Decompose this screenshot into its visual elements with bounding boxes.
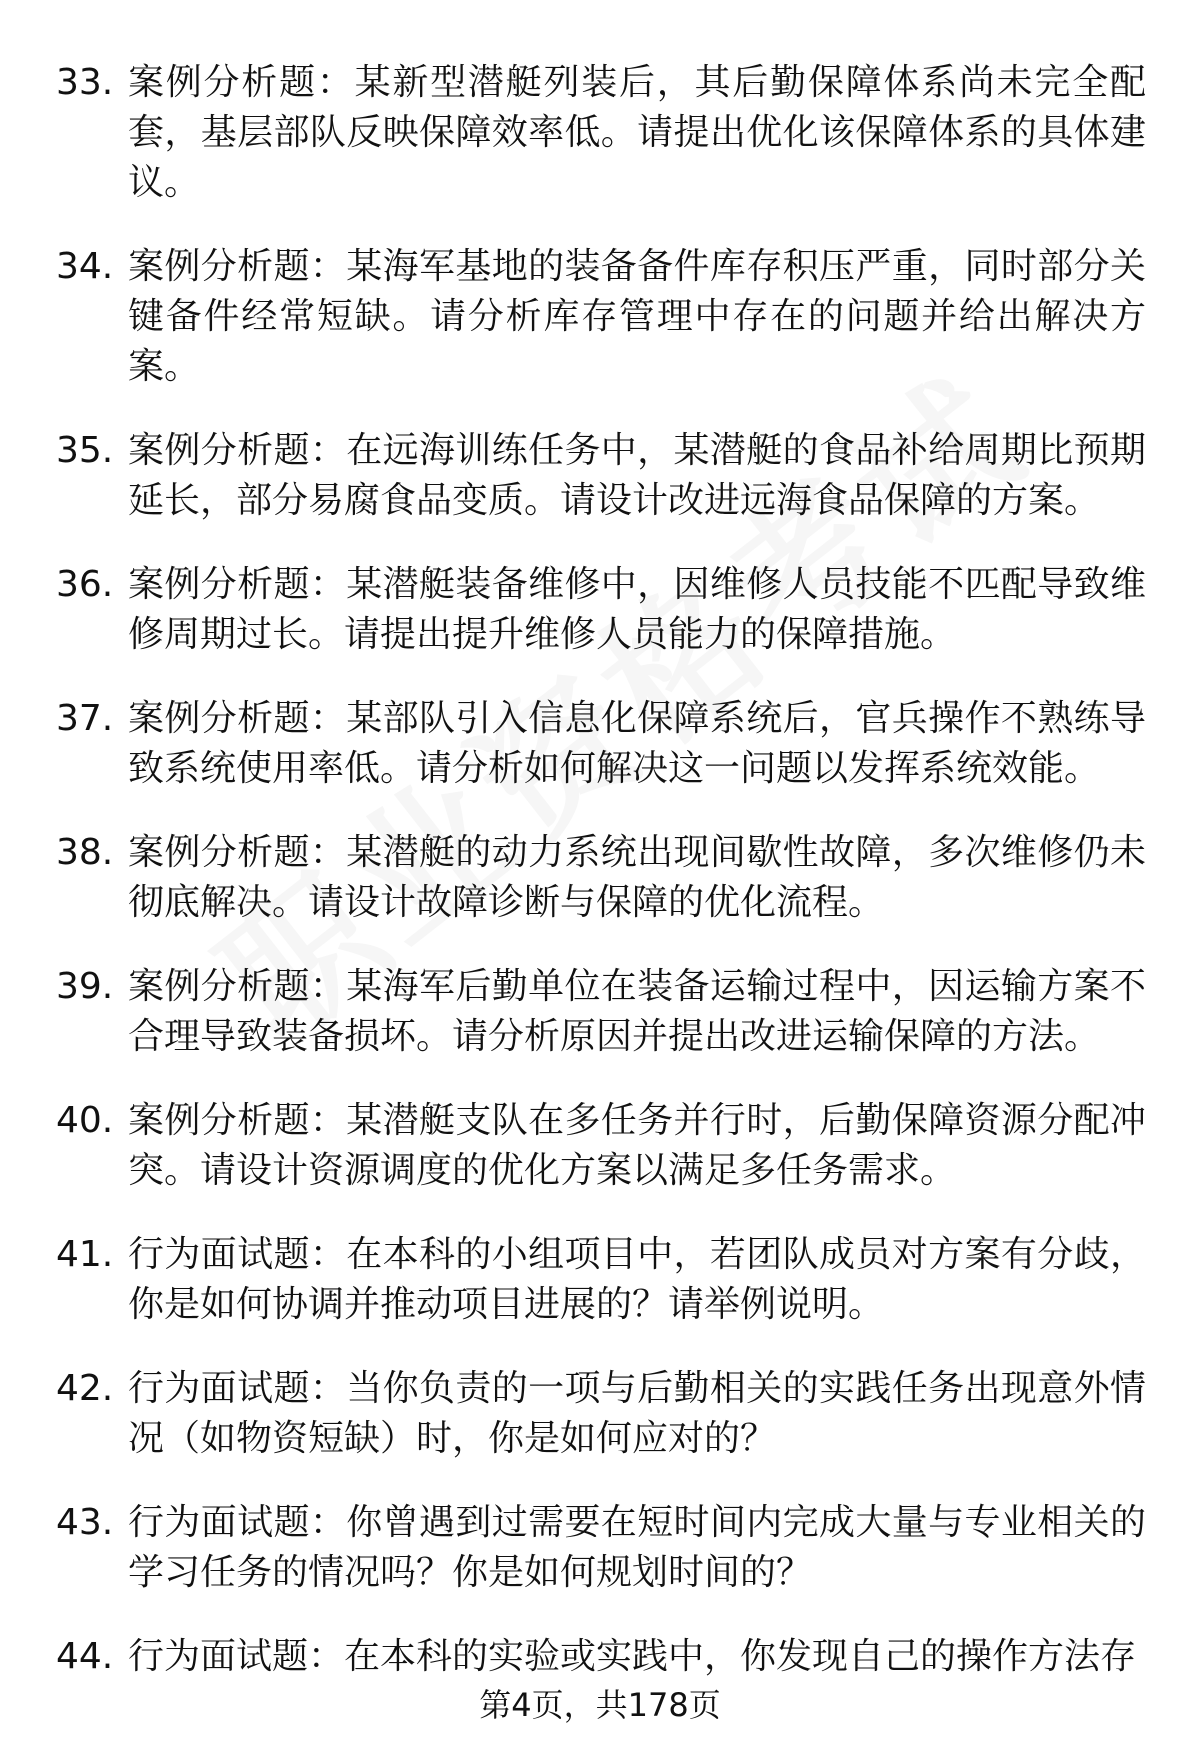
question-item [56, 1364, 1146, 1464]
question-item [56, 560, 1146, 660]
question-text: 行为面试题：当你负责的一项与后勤相关的实践任务出现意外情况（如物资短缺）时，你是如何应对的？ [128, 1368, 1146, 1459]
question-number: 35. [56, 430, 114, 471]
question-item [56, 58, 1146, 208]
question-text: 行为面试题：在本科的小组项目中，若团队成员对方案有分歧，你是如何协调并推动项目进展的？请举例说明。 [128, 1234, 1146, 1325]
question-text: 案例分析题：某部队引入信息化保障系统后，官兵操作不熟练导致系统使用率低。请分析如何解决这一问题以发挥系统效能。 [128, 698, 1146, 789]
question-item [56, 962, 1146, 1062]
question-number: 40. [56, 1100, 114, 1141]
question-text: 案例分析题：某潜艇的动力系统出现间歇性故障，多次维修仍未彻底解决。请设计故障诊断与保障的优化流程。 [128, 832, 1146, 923]
question-item [56, 694, 1146, 794]
question-item [56, 242, 1146, 392]
question-text: 案例分析题：某潜艇装备维修中，因维修人员技能不匹配导致维修周期过长。请提出提升维修人员能力的保障措施。 [128, 564, 1146, 655]
question-number: 37. [56, 698, 114, 739]
question-number: 34. [56, 246, 114, 287]
question-text: 案例分析题：在远海训练任务中，某潜艇的食品补给周期比预期延长，部分易腐食品变质。请设计改进远海食品保障的方案。 [128, 430, 1146, 521]
question-text: 案例分析题：某海军基地的装备备件库存积压严重，同时部分关键备件经常短缺。请分析库存管理中存在的问题并给出解决方案。 [128, 246, 1146, 387]
question-number: 41. [56, 1234, 114, 1275]
question-number: 33. [56, 62, 114, 103]
question-item [56, 1096, 1146, 1196]
question-text: 案例分析题：某海军后勤单位在装备运输过程中，因运输方案不合理导致装备损坏。请分析原因并提出改进运输保障的方法。 [128, 966, 1146, 1057]
question-text: 案例分析题：某潜艇支队在多任务并行时，后勤保障资源分配冲突。请设计资源调度的优化方案以满足多任务需求。 [128, 1100, 1146, 1191]
question-number: 38. [56, 832, 114, 873]
question-number: 39. [56, 966, 114, 1007]
page-footer: 第4页，共178页 [479, 1686, 721, 1724]
question-text: 行为面试题：在本科的实验或实践中，你发现自己的操作方法存 [128, 1636, 1137, 1677]
question-number: 43. [56, 1502, 114, 1543]
question-text: 案例分析题：某新型潜艇列装后，其后勤保障体系尚未完全配套，基层部队反映保障效率低。请提出优化该保障体系的具体建议。 [128, 62, 1146, 203]
question-number: 44. [56, 1636, 114, 1677]
question-list [56, 58, 1146, 1716]
question-text: 行为面试题：你曾遇到过需要在短时间内完成大量与专业相关的学习任务的情况吗？你是如何规划时间的？ [128, 1502, 1146, 1593]
question-item [56, 828, 1146, 928]
question-number: 42. [56, 1368, 114, 1409]
question-item [56, 426, 1146, 526]
question-item [56, 1230, 1146, 1330]
question-item [56, 1632, 1146, 1682]
question-item [56, 1498, 1146, 1598]
question-number: 36. [56, 564, 114, 605]
